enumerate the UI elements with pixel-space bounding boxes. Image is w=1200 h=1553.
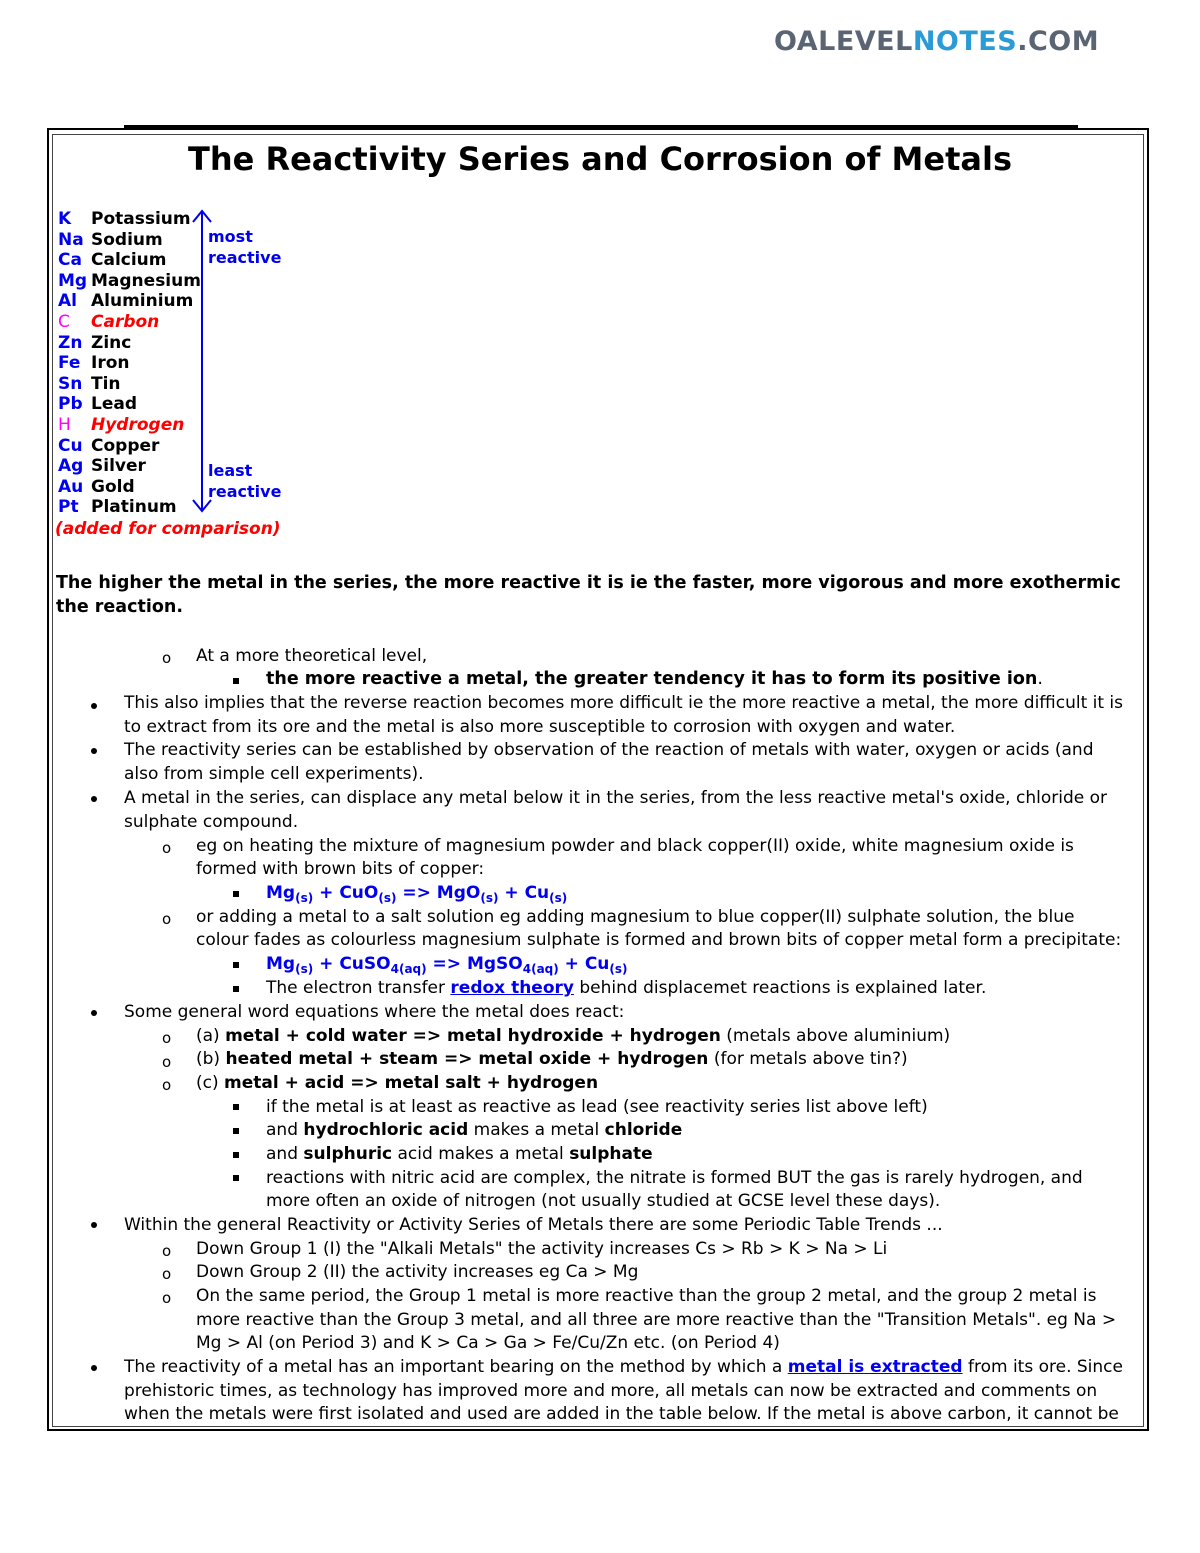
bullet-icon xyxy=(91,748,97,754)
bullet-icon xyxy=(91,1010,97,1016)
text-line: and hydrochloric acid makes a metal chloride xyxy=(266,1120,683,1140)
text-line: reactions with nitric acid are complex, the nitrate is formed BUT the gas is rarely hydrogen, and xyxy=(266,1168,1083,1188)
text-line: formed with brown bits of copper: xyxy=(196,859,485,879)
circle-bullet-icon: o xyxy=(162,1242,172,1260)
theory-line: At a more theoretical level, xyxy=(196,646,428,666)
series-row: Al Aluminium xyxy=(58,291,194,312)
most-reactive-label: most reactive xyxy=(208,227,282,267)
bullet-icon xyxy=(91,1222,97,1228)
text-line: Down Group 2 (II) the activity increases eg Ca > Mg xyxy=(196,1262,639,1282)
reactivity-series-list xyxy=(58,209,201,518)
text-line: if the metal is at least as reactive as lead (see reactivity series list above left) xyxy=(266,1097,928,1117)
circle-bullet-icon: o xyxy=(162,910,172,928)
text-line: and sulphuric acid makes a metal sulphate xyxy=(266,1144,653,1164)
series-row: Ca Calcium xyxy=(58,250,167,271)
series-row: Au Gold xyxy=(58,476,135,497)
text-line: Down Group 1 (I) the "Alkali Metals" the activity increases Cs > Rb > K > Na > Li xyxy=(196,1239,888,1259)
circle-bullet-icon: o xyxy=(162,839,172,857)
text-line: prehistoric times, as technology has improved more and more, all metals can now be extracted and comments on xyxy=(124,1381,1098,1401)
page-title: The Reactivity Series and Corrosion of Metals xyxy=(188,140,1012,178)
circle-bullet-icon: o xyxy=(162,1076,172,1094)
site-logo: OALEVELNOTES.COM xyxy=(774,26,1100,57)
word-equation-c: (c) metal + acid => metal salt + hydrogen xyxy=(196,1073,599,1093)
bullet-icon xyxy=(91,796,97,802)
series-row: H Hydrogen xyxy=(58,414,185,435)
text-line: colour fades as colourless magnesium sulphate is formed and brown bits of copper metal form a precipitate: xyxy=(196,930,1122,950)
series-row: Ag Silver xyxy=(58,456,146,477)
series-row: Zn Zinc xyxy=(58,332,132,353)
redox-line: The electron transfer redox theory behind displacemet reactions is explained later. xyxy=(266,978,987,998)
square-bullet-icon xyxy=(233,986,239,992)
series-row: Fe Iron xyxy=(58,353,130,374)
intro-paragraph: The higher the metal in the series, the more reactive it is ie the faster, more vigorous and more exothermic the reaction. xyxy=(56,573,1121,617)
word-equation-b: (b) heated metal + steam => metal oxide + hydrogen (for metals above tin?) xyxy=(196,1049,908,1069)
circle-bullet-icon: o xyxy=(162,1029,172,1047)
circle-bullet-icon: o xyxy=(162,1053,172,1071)
text-line: Mg > Al (on Period 3) and K > Ca > Ga > Fe/Cu/Zn etc. (on Period 4) xyxy=(196,1333,780,1353)
text-line: This also implies that the reverse reaction becomes more difficult ie the more reactive a metal, the more difficult it is xyxy=(124,693,1124,713)
least-reactive-label: least reactive xyxy=(208,461,282,501)
text-line: On the same period, the Group 1 metal is more reactive than the group 2 metal, and the group 2 metal is xyxy=(196,1286,1097,1306)
series-row: C Carbon xyxy=(58,311,160,332)
circle-bullet-icon: o xyxy=(162,649,172,667)
text-line: more reactive than the Group 3 metal, and all three are more reactive than the "Transition Metals". eg Na > xyxy=(196,1310,1117,1330)
text-line: when the metals were first isolated and used are added in the table below. If the metal is above carbon, it cannot be xyxy=(124,1404,1119,1424)
metal-extracted-link[interactable]: metal is extracted xyxy=(787,1357,963,1377)
square-bullet-icon xyxy=(233,1152,239,1158)
text-line: to extract from its ore and the metal is also more susceptible to corrosion with oxygen and water. xyxy=(124,717,956,737)
square-bullet-icon xyxy=(233,1104,239,1110)
series-row: Mg Magnesium xyxy=(58,270,201,291)
square-bullet-icon xyxy=(233,1175,239,1181)
square-bullet-icon xyxy=(233,1128,239,1134)
circle-bullet-icon: o xyxy=(162,1265,172,1283)
redox-theory-link[interactable]: redox theory xyxy=(450,978,574,998)
series-row: Na Sodium xyxy=(58,229,163,250)
bullet-icon xyxy=(91,703,97,709)
series-row: K Potassium xyxy=(58,209,191,229)
key-statement: the more reactive a metal, the greater tendency it has to form its positive ion. xyxy=(266,669,1043,689)
extraction-line: The reactivity of a metal has an important bearing on the method by which a metal is extracted from its ore. Since xyxy=(124,1357,1123,1377)
text-line: or adding a metal to a salt solution eg adding magnesium to blue copper(II) sulphate solution, the blue xyxy=(196,907,1075,927)
circle-bullet-icon: o xyxy=(162,1289,172,1307)
equation-magnesium-copper-oxide: $Mg_{(s)} + CuO_{(s)} => MgO_{(s)} + Cu_{(s)}$ xyxy=(266,883,568,905)
square-bullet-icon xyxy=(233,891,239,897)
square-bullet-icon xyxy=(233,962,239,968)
square-bullet-icon xyxy=(233,678,239,684)
text-line: Within the general Reactivity or Activity Series of Metals there are some Periodic Table Trends ... xyxy=(124,1215,943,1235)
text-line: also from simple cell experiments). xyxy=(124,764,424,784)
word-equation-a: (a) metal + cold water => metal hydroxide + hydrogen (metals above aluminium) xyxy=(196,1026,951,1046)
text-line: eg on heating the mixture of magnesium powder and black copper(II) oxide, white magnesium oxide is xyxy=(196,836,1074,856)
series-row: Cu Copper xyxy=(58,435,160,456)
series-row: Pt Platinum xyxy=(58,497,177,518)
bullet-icon xyxy=(91,1365,97,1371)
text-line: Some general word equations where the metal does react: xyxy=(124,1002,625,1022)
comparison-note: (added for comparison) xyxy=(55,519,281,539)
series-row: Pb Lead xyxy=(58,394,138,415)
series-row: Sn Tin xyxy=(58,373,121,394)
equation-magnesium-copper-sulphate: $Mg_{(s)}$ + CuSO$_{4(aq)}$ => MgSO$_{4(aq)}$ + $Cu_{(s)}$ xyxy=(266,954,628,976)
text-line: A metal in the series, can displace any metal below it in the series, from the less reactive metal's oxide, chloride or xyxy=(124,788,1107,808)
text-line: more often an oxide of nitrogen (not usually studied at GCSE level these days). xyxy=(266,1191,941,1211)
text-line: sulphate compound. xyxy=(124,812,299,832)
text-line: The reactivity series can be established by observation of the reaction of metals with water, oxygen or acids (and xyxy=(124,740,1094,760)
